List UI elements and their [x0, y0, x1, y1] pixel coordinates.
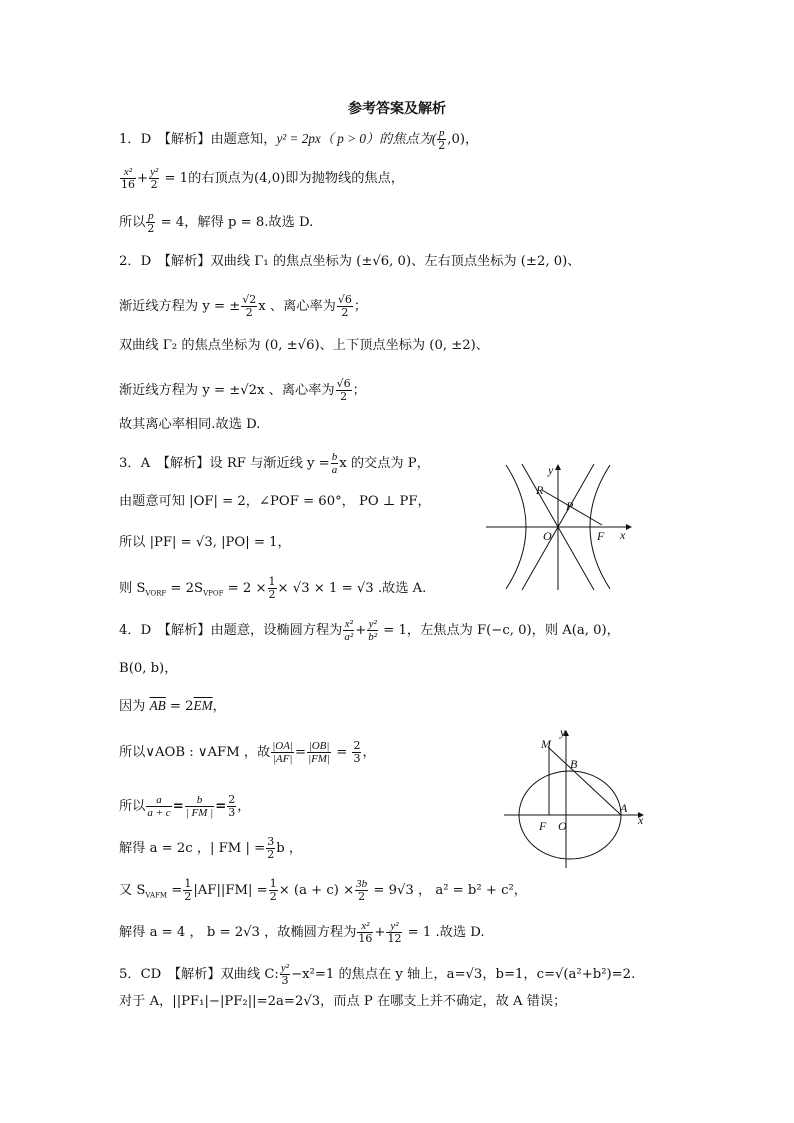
fraction: $\frac{√6}{2}$ [337, 293, 352, 319]
label-x: x [620, 528, 626, 542]
fraction: $\frac{\text{y²}}{\text{b²}}$ [368, 618, 378, 643]
label-R: R [536, 483, 544, 497]
fraction: $\frac{a}{a + c}$ [147, 794, 171, 819]
q4-ellipse-figure [504, 720, 650, 870]
q4-line8: 解得 a = 4 ， b = 2√3 ，故椭圆方程为 $\frac{\text{x²}}{16}$ + $\frac{\text{y²}}{12}$ = 1 .故选 D. [119, 920, 485, 945]
fraction: $\frac{2}{3}$ [353, 739, 361, 765]
q4-line2: B(0, b)， [119, 661, 178, 676]
page-title: 参考答案及解析 [348, 101, 446, 117]
label-F: F [597, 529, 605, 543]
fraction: $\frac{2}{3}$ [228, 793, 236, 819]
label-y: y [560, 725, 566, 739]
q4-line4: 所以∨AOB : ∨AFM ，故 $\frac{|OA|}{|AF|}$ = $\frac{|OB|}{|FM|}$ = $\frac{2}{3}$ ， [119, 739, 376, 765]
fraction: $\frac{|OA|}{|AF|}$ [272, 740, 293, 765]
q1-line3: 所以 $\frac{p}{2}$ = 4，解得 p = 8.故选 D. [119, 210, 314, 235]
q4-line5: 所以 $\frac{a}{a + c}$ = $\frac{b}{| FM |}$ = $\frac{2}{3}$ ， [119, 793, 251, 819]
fraction: $\frac{3b}{2}$ [356, 878, 368, 903]
fraction: $\frac{\text{y²}}{3}$ [280, 962, 290, 987]
label-y: y [548, 463, 554, 477]
q3-line1: 3．A 【解析】设 RF 与渐近线 y = $\frac{b}{a}$ x 的交点为 P， [119, 451, 430, 476]
fraction: $\frac{1}{2}$ [184, 877, 192, 903]
label-M: M [541, 737, 551, 751]
fraction: $\frac{3}{2}$ [267, 835, 275, 861]
q1-line1: 1．D 【解析】由题意知，y² = 2px（ p > 0）的焦点为( $\frac{p}{2}$ ,0)， [119, 127, 479, 152]
label-B: B [570, 757, 578, 771]
q2-line2: 渐近线方程为 y = ± $\frac{√2}{2}$ x 、离心率为 $\frac{√6}{2}$ ； [119, 293, 368, 319]
fraction: $\frac{1}{2}$ [268, 575, 276, 601]
label-x: x [638, 813, 644, 827]
q2-line1: 2．D 【解析】双曲线 Γ₁ 的焦点坐标为 (±√6, 0)、左右顶点坐标为 (±2, 0)、 [119, 254, 581, 269]
fraction: $\frac{p}{2}$ [438, 127, 446, 152]
q3-hyperbola-figure [486, 460, 636, 592]
q3-line3: 所以 |PF| = √3, |PO| = 1， [119, 535, 291, 550]
x-axis-arrow-icon [626, 524, 632, 530]
q4-line1: 4．D 【解析】由题意，设椭圆方程为 $\frac{\text{x²}}{\text{a²}}$ + $\frac{\text{y²}}{\text{b²}}$ = 1，左焦点为 F(−c, 0)，则 A(a, 0)， [119, 618, 620, 643]
y-axis-arrow-icon [555, 464, 561, 470]
label-A: A [620, 801, 628, 815]
q5-line1: 5．CD 【解析】双曲线 C: $\frac{\text{y²}}{3}$ −x²=1 的焦点在 y 轴上，a=√3，b=1，c=√(a²+b²)=2. [119, 962, 636, 987]
label-F: F [539, 819, 547, 833]
fraction: $\frac{\text{y²}}{12}$ [387, 920, 402, 945]
fraction: $\frac{\text{x²}}{16}$ [121, 166, 135, 191]
vector-EM: $\overline{EM}$ [193, 698, 213, 713]
vector-AB: $\overline{AB}$ [149, 698, 166, 713]
fraction: $\frac{\text{y²}}{2}$ [150, 166, 159, 191]
fraction: $\frac{\text{x²}}{\text{a²}}$ [344, 618, 354, 643]
label-O: O [543, 529, 552, 543]
fraction: $\frac{b}{| FM |}$ [185, 794, 214, 819]
q1-formula: y² = 2px（ p > 0）的焦点为( [276, 131, 437, 146]
q2-line5: 故其离心率相同.故选 D. [119, 417, 261, 432]
line-MA [549, 748, 621, 815]
fraction: $\frac{|OB|}{|FM|}$ [308, 740, 330, 765]
q4-line7: 又 $S_{VAFM}$ = $\frac{1}{2}$ |AF||FM| = $\frac{1}{2}$ × (a + c) × $\frac{3b}{2}$ = 9√3 ， a² = b² + c²， [119, 877, 527, 903]
q4-line3: 因为 $\overline{AB} = 2\overline{EM}$， [119, 698, 226, 714]
fraction: $\frac{b}{a}$ [331, 451, 338, 476]
q2-line4: 渐近线方程为 y = ±√2x 、离心率为 $\frac{√6}{2}$ ； [119, 377, 366, 403]
fraction: $\frac{1}{2}$ [269, 877, 277, 903]
q3-line2: 由题意可知 |OF| = 2，∠POF = 60°， PO ⊥ PF， [119, 494, 431, 509]
q2-line3: 双曲线 Γ₂ 的焦点坐标为 (0, ±√6)、上下顶点坐标为 (0, ±2)、 [119, 338, 489, 353]
q3-line4: 则 $S_{VORF} = 2S_{VPOF} = 2$ × $\frac{1}{2}$ × √3 × 1 = √3 .故选 A. [119, 575, 427, 601]
fraction: $\frac{p}{2}$ [147, 210, 155, 235]
fraction: $\frac{√6}{2}$ [336, 377, 351, 403]
q1-text: 1．D 【解析】由题意知， [119, 132, 277, 147]
label-P: P [566, 499, 574, 513]
q1-line2: $\frac{\text{x²}}{16}$ + $\frac{\text{y²}}{2}$ = 1的右顶点为(4,0)即为抛物线的焦点， [121, 166, 404, 191]
q5-line2: 对于 A，||PF₁|−|PF₂||=2a=2√3，而点 P 在哪支上并不确定，故 A 错误； [119, 994, 567, 1009]
q4-line6: 解得 a = 2c ，| FM | = $\frac{3}{2}$ b ， [119, 835, 303, 861]
label-O: O [558, 819, 567, 833]
fraction: $\frac{\text{x²}}{16}$ [358, 920, 373, 945]
fraction: $\frac{√2}{2}$ [242, 293, 257, 319]
